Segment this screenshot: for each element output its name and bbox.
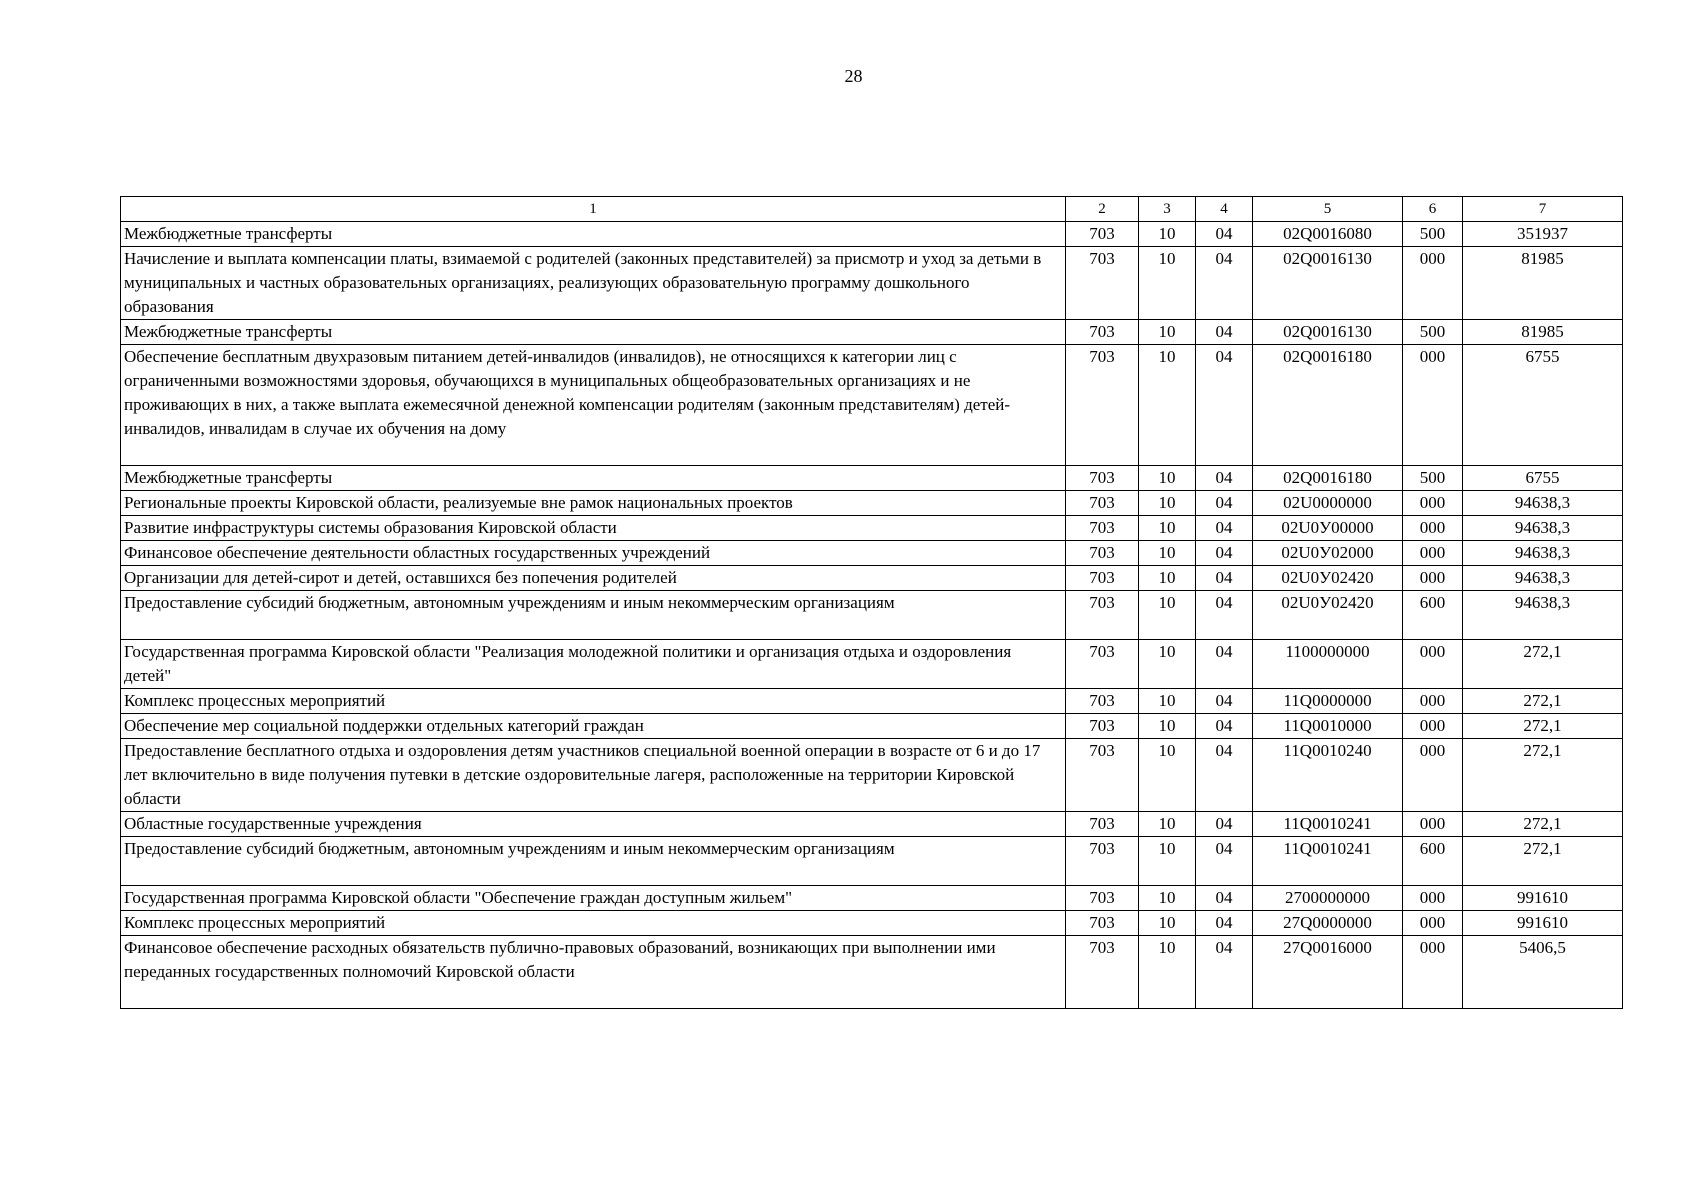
row-col-7: 991610 [1463,911,1623,936]
row-name: Финансовое обеспечение деятельности областных государственных учреждений [121,541,1066,566]
row-col-2: 703 [1066,320,1139,345]
row-col-4: 04 [1196,516,1253,541]
row-name: Предоставление субсидий бюджетным, автономным учреждениям и иным некоммерческим организациям [121,837,1066,886]
row-col-7: 94638,3 [1463,591,1623,640]
table-row [121,541,1623,566]
row-col-2: 703 [1066,837,1139,886]
row-name: Предоставление субсидий бюджетным, автономным учреждениям и иным некоммерческим организациям [121,591,1066,640]
row-col-2: 703 [1066,886,1139,911]
row-col-4: 04 [1196,320,1253,345]
row-col-2: 703 [1066,516,1139,541]
row-col-7: 81985 [1463,320,1623,345]
row-col-7: 94638,3 [1463,491,1623,516]
row-col-5: 11Q0010241 [1253,812,1403,837]
row-col-7: 6755 [1463,345,1623,466]
row-col-7: 94638,3 [1463,541,1623,566]
table-row [121,911,1623,936]
row-col-7: 6755 [1463,466,1623,491]
row-col-5: 02Q0016180 [1253,466,1403,491]
row-col-6: 500 [1403,466,1463,491]
row-col-4: 04 [1196,837,1253,886]
row-col-4: 04 [1196,936,1253,1009]
header-row [121,197,1623,222]
row-col-3: 10 [1139,541,1196,566]
row-col-7: 272,1 [1463,640,1623,689]
row-col-6: 500 [1403,222,1463,247]
row-col-3: 10 [1139,222,1196,247]
row-col-7: 94638,3 [1463,516,1623,541]
row-col-3: 10 [1139,886,1196,911]
row-col-3: 10 [1139,345,1196,466]
row-col-6: 000 [1403,911,1463,936]
row-col-6: 000 [1403,886,1463,911]
row-col-6: 000 [1403,491,1463,516]
row-col-5: 11Q0010000 [1253,714,1403,739]
row-col-4: 04 [1196,591,1253,640]
row-col-6: 000 [1403,739,1463,812]
row-col-5: 11Q0000000 [1253,689,1403,714]
row-col-2: 703 [1066,936,1139,1009]
table-row [121,345,1623,466]
row-col-7: 5406,5 [1463,936,1623,1009]
row-col-4: 04 [1196,566,1253,591]
row-name: Межбюджетные трансферты [121,466,1066,491]
row-col-7: 272,1 [1463,837,1623,886]
row-col-6: 000 [1403,516,1463,541]
table-row [121,640,1623,689]
row-col-4: 04 [1196,247,1253,320]
row-col-7: 81985 [1463,247,1623,320]
header-col-1: 1 [121,197,1066,222]
row-col-5: 02Q0016180 [1253,345,1403,466]
row-col-2: 703 [1066,911,1139,936]
table-row [121,222,1623,247]
row-name: Региональные проекты Кировской области, реализуемые вне рамок национальных проектов [121,491,1066,516]
row-name: Развитие инфраструктуры системы образования Кировской области [121,516,1066,541]
row-col-2: 703 [1066,247,1139,320]
row-col-5: 11Q0010240 [1253,739,1403,812]
page-number: 28 [844,66,863,86]
row-col-6: 600 [1403,591,1463,640]
row-col-7: 272,1 [1463,714,1623,739]
table-row [121,689,1623,714]
row-col-6: 000 [1403,812,1463,837]
row-col-6: 000 [1403,640,1463,689]
table-row [121,714,1623,739]
row-col-4: 04 [1196,345,1253,466]
row-col-3: 10 [1139,689,1196,714]
header-col-7: 7 [1463,197,1623,222]
row-name: Предоставление бесплатного отдыха и оздоровления детям участников специальной военной операции в возрасте от 6 и до 17 лет включительно в виде получения путевки в детские оздоровительные лагеря, расположенные на территории Кировской области [121,739,1066,812]
row-name: Финансовое обеспечение расходных обязательств публично-правовых образований, возникающих при выполнении ими переданных государственных полномочий Кировской области [121,936,1066,1009]
header-col-5: 5 [1253,197,1403,222]
header-col-4: 4 [1196,197,1253,222]
row-col-4: 04 [1196,222,1253,247]
table-row [121,739,1623,812]
row-col-7: 351937 [1463,222,1623,247]
row-col-5: 02U0У02420 [1253,566,1403,591]
row-col-5: 02U0У02000 [1253,541,1403,566]
row-col-3: 10 [1139,640,1196,689]
row-col-3: 10 [1139,247,1196,320]
row-name: Межбюджетные трансферты [121,320,1066,345]
row-name: Обеспечение мер социальной поддержки отдельных категорий граждан [121,714,1066,739]
table-row [121,320,1623,345]
row-col-5: 2700000000 [1253,886,1403,911]
row-col-6: 000 [1403,541,1463,566]
table-row [121,566,1623,591]
row-col-5: 1100000000 [1253,640,1403,689]
row-name: Организации для детей-сирот и детей, оставшихся без попечения родителей [121,566,1066,591]
row-col-5: 11Q0010241 [1253,837,1403,886]
row-col-6: 600 [1403,837,1463,886]
row-col-6: 000 [1403,345,1463,466]
row-col-5: 02U0У00000 [1253,516,1403,541]
row-col-2: 703 [1066,714,1139,739]
budget-table [120,196,1623,1009]
row-col-5: 02Q0016130 [1253,247,1403,320]
row-col-3: 10 [1139,320,1196,345]
row-col-4: 04 [1196,491,1253,516]
table-row [121,466,1623,491]
row-col-3: 10 [1139,911,1196,936]
row-name: Комплекс процессных мероприятий [121,689,1066,714]
row-col-3: 10 [1139,591,1196,640]
row-col-7: 991610 [1463,886,1623,911]
row-name: Межбюджетные трансферты [121,222,1066,247]
row-col-4: 04 [1196,911,1253,936]
row-col-2: 703 [1066,491,1139,516]
row-col-4: 04 [1196,466,1253,491]
header-col-2: 2 [1066,197,1139,222]
row-col-4: 04 [1196,886,1253,911]
row-col-3: 10 [1139,491,1196,516]
row-col-6: 000 [1403,936,1463,1009]
row-col-3: 10 [1139,837,1196,886]
row-col-7: 272,1 [1463,812,1623,837]
table-row [121,886,1623,911]
row-name: Государственная программа Кировской области "Обеспечение граждан доступным жильем" [121,886,1066,911]
row-col-3: 10 [1139,714,1196,739]
row-col-2: 703 [1066,812,1139,837]
table-body [121,222,1623,1009]
table-row [121,936,1623,1009]
row-col-6: 000 [1403,566,1463,591]
row-col-5: 27Q0016000 [1253,936,1403,1009]
table-row [121,516,1623,541]
table-row [121,837,1623,886]
row-name: Обеспечение бесплатным двухразовым питанием детей-инвалидов (инвалидов), не относящихся к категории лиц с ограниченными возможностями здоровья, обучающихся в муниципальных общеобразовательных организациях и не проживающих в них, а также выплата ежемесячной денежной компенсации родителям (законным представителям) детей-инвалидов, инвалидам в случае их обучения на дому [121,345,1066,466]
row-name: Областные государственные учреждения [121,812,1066,837]
row-col-5: 02U0000000 [1253,491,1403,516]
row-name: Государственная программа Кировской области "Реализация молодежной политики и организация отдыха и оздоровления детей" [121,640,1066,689]
row-col-2: 703 [1066,591,1139,640]
row-col-7: 272,1 [1463,689,1623,714]
table-row [121,812,1623,837]
row-col-5: 02U0У02420 [1253,591,1403,640]
row-col-3: 10 [1139,812,1196,837]
row-col-3: 10 [1139,936,1196,1009]
row-col-5: 27Q0000000 [1253,911,1403,936]
row-col-4: 04 [1196,812,1253,837]
row-col-6: 000 [1403,714,1463,739]
row-col-4: 04 [1196,714,1253,739]
row-col-2: 703 [1066,466,1139,491]
header-col-6: 6 [1403,197,1463,222]
header-col-3: 3 [1139,197,1196,222]
row-col-3: 10 [1139,739,1196,812]
row-col-4: 04 [1196,739,1253,812]
row-col-5: 02Q0016080 [1253,222,1403,247]
row-col-3: 10 [1139,466,1196,491]
row-col-2: 703 [1066,739,1139,812]
row-col-3: 10 [1139,566,1196,591]
row-col-7: 94638,3 [1463,566,1623,591]
row-col-2: 703 [1066,345,1139,466]
row-col-4: 04 [1196,640,1253,689]
row-col-6: 500 [1403,320,1463,345]
row-col-6: 000 [1403,689,1463,714]
row-col-2: 703 [1066,222,1139,247]
row-col-2: 703 [1066,689,1139,714]
row-name: Начисление и выплата компенсации платы, взимаемой с родителей (законных представителей) за присмотр и уход за детьми в муниципальных и частных образовательных организациях, реализующих образовательную программу дошкольного образования [121,247,1066,320]
table-row [121,491,1623,516]
row-col-7: 272,1 [1463,739,1623,812]
row-col-4: 04 [1196,541,1253,566]
row-col-2: 703 [1066,541,1139,566]
row-name: Комплекс процессных мероприятий [121,911,1066,936]
row-col-3: 10 [1139,516,1196,541]
table-row [121,591,1623,640]
row-col-4: 04 [1196,689,1253,714]
table-row [121,247,1623,320]
row-col-2: 703 [1066,566,1139,591]
row-col-6: 000 [1403,247,1463,320]
row-col-2: 703 [1066,640,1139,689]
row-col-5: 02Q0016130 [1253,320,1403,345]
